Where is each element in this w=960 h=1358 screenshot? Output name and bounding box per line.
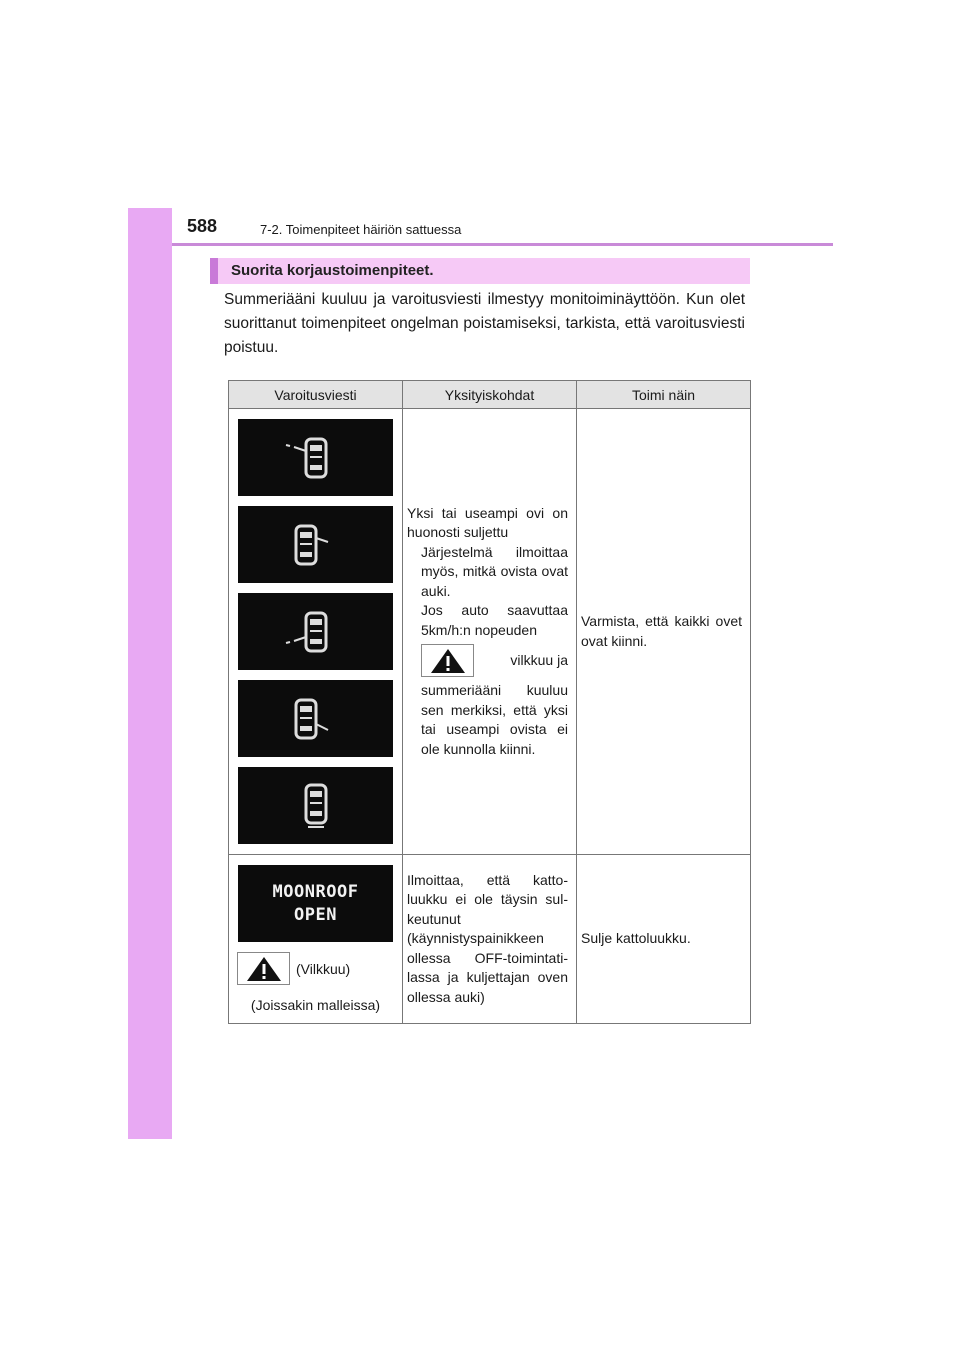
warning-table	[228, 380, 751, 1024]
table-row	[229, 855, 751, 1024]
door-open-screen	[238, 767, 393, 844]
moonroof-line2: OPEN	[294, 904, 337, 925]
moonroof-warning-action: Sulje kattoluukku.	[577, 855, 751, 1024]
detail-blink-text: vilkkuu ja	[510, 652, 568, 668]
car-front-left-door-open-icon	[276, 433, 356, 483]
heading-text: Suorita korjaustoimenpiteet.	[231, 262, 434, 279]
door-warning-details	[403, 409, 577, 855]
header-warning-message: Varoitusviesti	[229, 381, 403, 409]
section-title: 7-2. Toimenpiteet häiriön sattuessa	[260, 222, 462, 237]
car-rear-right-door-open-icon	[276, 694, 356, 744]
models-note: (Joissakin malleissa)	[250, 997, 381, 1013]
car-front-right-door-open-icon	[276, 520, 356, 570]
detail-end: summeriääni kuuluu sen merkiksi, että yksi tai useampi ovista ei ole kunnolla kiinni.	[421, 682, 568, 757]
door-warning-screens	[229, 409, 403, 855]
header-divider	[172, 243, 833, 246]
page-number: 588	[187, 216, 218, 236]
detail-main: Yksi tai useampi ovi on huonosti suljettu	[407, 504, 568, 541]
moonroof-warning-cell	[229, 855, 403, 1024]
header-details: Yksityiskohdat	[403, 381, 577, 409]
door-open-screen	[238, 680, 393, 757]
detail-system-note: Järjestelmä ilmoittaa myös, mitkä ovista ovat auki.	[421, 543, 568, 599]
master-warning-icon	[237, 952, 290, 985]
master-warning-icon	[421, 644, 474, 677]
moonroof-open-screen	[238, 865, 393, 942]
heading-bar	[210, 258, 750, 284]
car-trunk-open-icon	[276, 781, 356, 831]
car-rear-left-door-open-icon	[276, 607, 356, 657]
table-header-row	[229, 381, 751, 409]
table-row	[229, 409, 751, 855]
detail-speed-note: Jos auto saavuttaa 5km/h:n nopeuden	[421, 602, 568, 638]
door-open-screen	[238, 593, 393, 670]
blink-label: (Vilkkuu)	[296, 960, 351, 977]
door-warning-action: Varmista, että kaikki ovet ovat kiinni.	[577, 409, 751, 855]
door-open-screen	[238, 506, 393, 583]
moonroof-line1: MOONROOF	[272, 881, 359, 902]
side-tab-strip	[128, 208, 172, 1139]
moonroof-warning-details: Ilmoittaa, että katto-luukku ei ole täysin sul-keutunut (käynnistyspainikkeen ollessa OFF-toimintati-lassa ja kuljettajan oven ollessa auki)	[403, 855, 577, 1024]
header-action: Toimi näin	[577, 381, 751, 409]
intro-paragraph: Summeriääni kuuluu ja varoitusviesti ilmestyy monitoiminäyttöön. Kun olet suorittanut toimenpiteet ongelman poistamiseksi, tarkista, että varoitusviesti poistuu.	[224, 291, 745, 356]
door-open-screen	[238, 419, 393, 496]
